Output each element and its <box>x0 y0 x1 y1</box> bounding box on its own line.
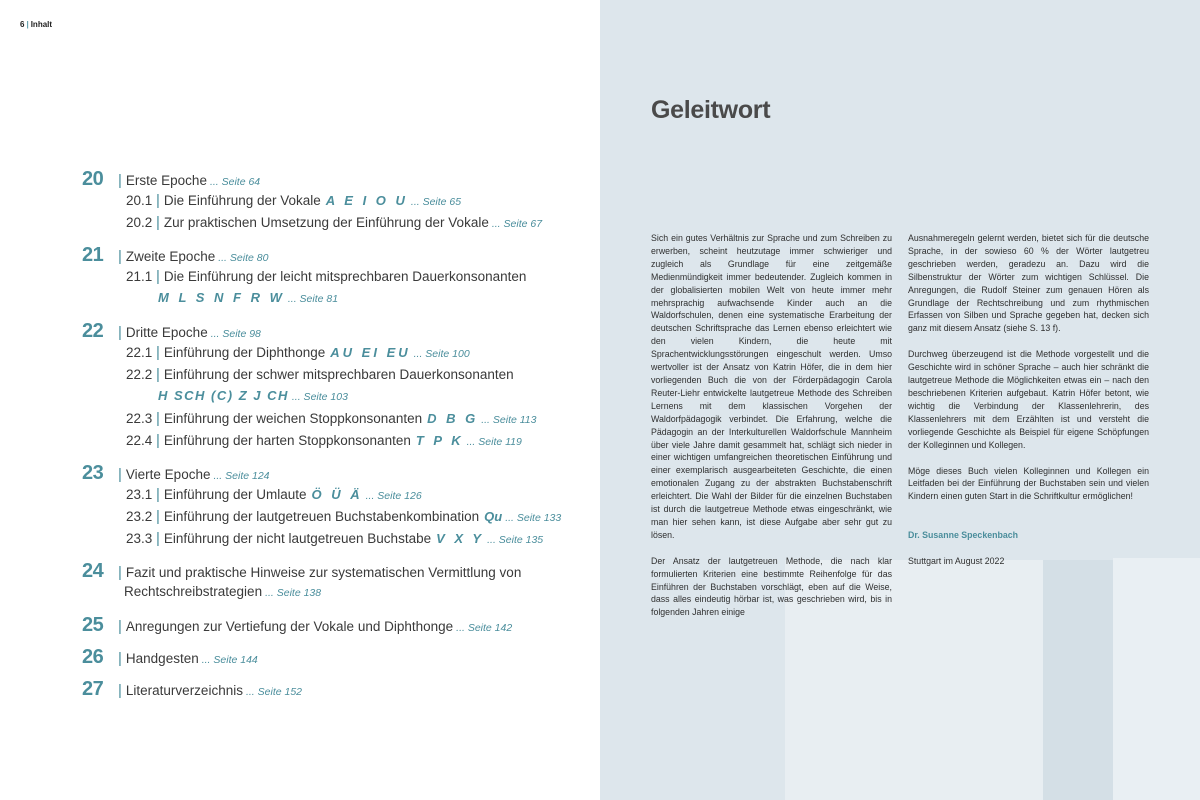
chapter-title: Vierte Epoche <box>125 467 211 482</box>
page-reference: ... Seite 152 <box>245 686 303 698</box>
page-reference: ... Seite 135 <box>487 534 544 546</box>
chapter-number: 24 <box>82 560 104 582</box>
page-reference: ... Seite 67 <box>491 218 543 230</box>
chapter-title-continued <box>124 584 592 606</box>
section-letters: V X Y <box>436 531 485 546</box>
section-title: Einführung der harten Stoppkonsonanten <box>163 433 411 448</box>
section-number: 20.1 <box>126 193 153 208</box>
section-number: 23.3 <box>126 531 153 546</box>
foreword-heading: Geleitwort <box>651 96 771 124</box>
section-number: 22.2 <box>126 367 153 382</box>
toc-section-23-1[interactable]: 23.1 | Einführung der Umlaute Ö Ü Ä ... Seite 126 <box>126 486 422 503</box>
section-title: Die Einführung der Vokale <box>163 193 321 208</box>
section-title: Einführung der nicht lautgetreuen Buchstabe <box>163 531 432 546</box>
page-reference: ... Seite 65 <box>410 196 462 208</box>
toc-section-21-1-letters <box>158 290 592 312</box>
chapter-title: Anregungen zur Vertiefung der Vokale und Diphthonge <box>125 619 454 634</box>
toc-section-23-2[interactable]: 23.2 | Einführung der lautgetreuen Buchstabenkombination Qu ... Seite 133 <box>126 508 562 525</box>
signature-name: Dr. Susanne Speckenbach <box>908 530 1019 541</box>
section-number: 22.1 <box>126 345 153 360</box>
paragraph: Durchweg überzeugend ist die Methode vorgestellt und die Geschichte wird in schöner Sprache – auch hier schränkt die lautgetreue Methode die Möglichkeiten etwas ein – nach den beschriebenen Kriterien aufgebaut. Katrin Höfer betont, wie wichtig die Verbindung der Klassenlehrerin, des Klassenlehrers mit dem Erzählten ist und versteht die vorliegende Geschichte als Beispiel für eigene Schöpfungen der Kolleginnen und Kollegen. <box>908 349 1149 450</box>
toc-chapter-26[interactable]: 26 | Handgesten ... Seite 144 <box>82 646 258 668</box>
section-letters: A E I O U <box>325 193 408 208</box>
page-reference: ... Seite 64 <box>209 176 261 188</box>
section-title: Einführung der Diphthonge <box>163 345 326 360</box>
page-reference: ... Seite 81 <box>287 293 339 305</box>
toc-section-23-3[interactable]: 23.3 | Einführung der nicht lautgetreuen Buchstabe V X Y ... Seite 135 <box>126 530 544 547</box>
toc-chapter-21[interactable]: 21 | Zweite Epoche ... Seite 80 21.1 | Die Einführung der leicht mitsprechbaren Dauerkonsonanten M L S N F R W ... Seite 81 <box>82 244 592 312</box>
chapter-number: 20 <box>82 168 104 190</box>
toc-chapter-25[interactable]: 25 | Anregungen zur Vertiefung der Vokale und Diphthonge ... Seite 142 <box>82 614 513 636</box>
chapter-number: 22 <box>82 320 104 342</box>
section-number: 23.2 <box>126 509 153 524</box>
page-reference: ... Seite 142 <box>456 622 513 634</box>
section-number: 21.1 <box>126 269 153 284</box>
chapter-title-cont: Rechtschreibstrategien <box>124 584 263 599</box>
section-letters: Qu <box>484 509 503 524</box>
paragraph: Sich ein gutes Verhältnis zur Sprache und zum Schreiben zu erwerben, scheint heutzutage immer schwieriger und zugleich als Grundlage für eine zeitgemäße Medienmündigkeit immer bedeutender. Zugleich kommen in der globalisierten mobilen Welt von heute immer mehr mehrsprachig aufwachsende Kinder auch an die Waldorfschulen, denen eine systematische Erarbeitung der deutschen Schriftsprache das Lernen ebenso erleichtert wie den vielen Kindern, die heute mit Sprachentwicklungsstörungen eingeschult werden. Umso wertvoller ist der Ansatz von Katrin Höfer, die in dem hier vorliegenden Buch die von der Förderpädagogin Carola Reuter-Liehr entwickelte lautgetreue Methode des Schreiben Lernens mit dem klassischen Vorgehen der Waldorfpädagogik verbindet. Die Erfahrung, welche die Pädagogin an der Interkulturellen Waldorfschule Mannheim über viele Jahre damit gesammelt hat, schlägt sich nieder in einer wichtigen umfangreichen theoretischen Einführung und einer exemplarisch ausgearbeiteten Geschichte, die einen emotionalen Zugang zu der abstrakten Buchstabenschrift erleichtert. Die Wahl der Bilder für die einzelnen Buchstaben ist durch die lautgetreue Methode etwas eingeschränkt, wie man hier sehen kann, ist diese Aufgabe aber sehr gut zu lösen. <box>651 233 892 540</box>
toc-chapter-23[interactable]: 23 | Vierte Epoche ... Seite 124 23.1 | Einführung der Umlaute Ö Ü Ä ... Seite 126 23.2 | Einführung der lautgetreuen Buchstabenkombination Qu ... Seite 133 23.3 | Einführung der nicht lautgetreuen Buchstabe V X Y ... Seite 135 <box>82 462 592 552</box>
chapter-title: Literaturverzeichnis <box>125 683 243 698</box>
chapter-title: Dritte Epoche <box>125 325 208 340</box>
toc-chapter-24[interactable]: 24 | Fazit und praktische Hinweise zur systematischen Vermittlung von Rechtschreibstrategien ... Seite 138 <box>82 560 592 606</box>
chapter-number: 27 <box>82 678 104 700</box>
section-letters: D B G <box>427 411 479 426</box>
toc-section-21-1[interactable]: 21.1 | Die Einführung der leicht mitsprechbaren Dauerkonsonanten <box>126 268 527 285</box>
chapter-number: 23 <box>82 462 104 484</box>
paragraph: Ausnahmeregeln gelernt werden, bietet sich für die deutsche Sprache, in der sowieso 60 % der Wörter lautgetreu geschrieben werden, geradezu an. Dazu wird die Silbenstruktur der Wörter zum wichtigen Schlüssel. Die Anregungen, die Rudolf Steiner zum genauen Hören als Grundlage der Rechtschreibung und zum rhythmischen Erfassen von Silben und Sprache gegeben hat, decken sich ganz mit diesem Ansatz (siehe S. 13 f). <box>908 233 1149 334</box>
section-title: Einführung der weichen Stoppkonsonanten <box>163 411 423 426</box>
chapter-number: 21 <box>82 244 104 266</box>
chapter-number: 26 <box>82 646 104 668</box>
chapter-title: Fazit und praktische Hinweise zur systematischen Vermittlung von <box>125 565 522 580</box>
section-number: 23.1 <box>126 487 153 502</box>
section-letters: AU EI EU <box>330 345 411 360</box>
foreword-column-1 <box>651 232 892 632</box>
toc-section-20-1[interactable]: 20.1 | Die Einführung der Vokale A E I O U ... Seite 65 <box>126 192 462 209</box>
background-panel <box>1113 558 1200 800</box>
page-reference: ... Seite 124 <box>213 470 270 482</box>
running-head-section: Inhalt <box>30 20 53 29</box>
section-number: 20.2 <box>126 215 153 230</box>
section-title: Einführung der schwer mitsprechbaren Dauerkonsonanten <box>163 367 514 382</box>
signature-place: Stuttgart im August 2022 <box>908 556 1005 567</box>
table-of-contents <box>82 168 592 710</box>
section-number: 22.4 <box>126 433 153 448</box>
section-title: Einführung der lautgetreuen Buchstabenkombination <box>163 509 480 524</box>
background-panel <box>1043 560 1113 800</box>
toc-chapter-20[interactable]: 20 | Erste Epoche ... Seite 64 20.1 | Die Einführung der Vokale A E I O U ... Seite 65 20.2 | Zur praktischen Umsetzung der Einführung der Vokale ... Seite 67 <box>82 168 592 236</box>
toc-chapter-27[interactable]: 27 | Literaturverzeichnis ... Seite 152 <box>82 678 303 700</box>
toc-section-22-2-letters <box>158 388 592 410</box>
section-title: Zur praktischen Umsetzung der Einführung der Vokale <box>163 215 489 230</box>
section-title: Die Einführung der leicht mitsprechbaren Dauerkonsonanten <box>163 269 527 284</box>
toc-chapter-22[interactable]: 22 | Dritte Epoche ... Seite 98 22.1 | Einführung der Diphthonge AU EI EU ... Seite 100 22.2 | Einführung der schwer mitsprechbaren Dauerkonsonanten H SCH (C) Z J CH ... Seite 103 22.3 | Einführung der weichen Stoppkonsonanten D B G ... Seite 113 22.4 | Einführung der harten Stoppkonsonanten T P K ... Seite 119 <box>82 320 592 454</box>
paragraph: Möge dieses Buch vielen Kolleginnen und Kollegen ein Leitfaden bei der Einführung der Buchstaben sein und vielen Kindern einen guten Start in die Schriftkultur ermöglichen! <box>908 465 1149 502</box>
page-reference: ... Seite 126 <box>365 490 422 502</box>
chapter-title: Handgesten <box>125 651 199 666</box>
foreword-column-2 <box>908 232 1149 581</box>
toc-section-22-4[interactable]: 22.4 | Einführung der harten Stoppkonsonanten T P K ... Seite 119 <box>126 432 522 449</box>
running-head-separator: | <box>26 20 29 29</box>
section-letters: H SCH (C) Z J CH <box>158 388 289 403</box>
section-title: Einführung der Umlaute <box>163 487 307 502</box>
page-reference: ... Seite 133 <box>505 512 562 524</box>
toc-section-20-2[interactable]: 20.2 | Zur praktischen Umsetzung der Einführung der Vokale ... Seite 67 <box>126 214 543 231</box>
page-reference: ... Seite 103 <box>291 391 348 403</box>
paragraph: Der Ansatz der lautgetreuen Methode, die nach klar formulierten Kriterien eine bestimmte Reihenfolge für das Einführen der Buchstaben vorschlägt, eben auf die Weise, dass alles eindeutig hörbar ist, was geschrieben wird, bis in folgenden Jahren einige <box>651 555 892 618</box>
page-reference: ... Seite 98 <box>210 328 261 340</box>
page-reference: ... Seite 80 <box>218 252 269 264</box>
section-letters: Ö Ü Ä <box>311 487 363 502</box>
page-reference: ... Seite 144 <box>201 654 258 666</box>
toc-section-22-3[interactable]: 22.3 | Einführung der weichen Stoppkonsonanten D B G ... Seite 113 <box>126 410 537 427</box>
section-letters: M L S N F R W <box>158 290 285 305</box>
page-reference: ... Seite 119 <box>466 436 522 448</box>
chapter-title: Zweite Epoche <box>125 249 216 264</box>
running-head <box>20 20 52 29</box>
page-number: 6 <box>20 20 25 29</box>
toc-section-22-2[interactable]: 22.2 | Einführung der schwer mitsprechbaren Dauerkonsonanten <box>126 366 514 383</box>
toc-section-22-1[interactable]: 22.1 | Einführung der Diphthonge AU EI EU ... Seite 100 <box>126 344 470 361</box>
chapter-number: 25 <box>82 614 104 636</box>
chapter-title: Erste Epoche <box>125 173 207 188</box>
page-reference: ... Seite 138 <box>265 587 322 599</box>
section-number: 22.3 <box>126 411 153 426</box>
page-reference: ... Seite 113 <box>481 414 537 426</box>
section-letters: T P K <box>415 433 464 448</box>
page-reference: ... Seite 100 <box>413 348 470 360</box>
